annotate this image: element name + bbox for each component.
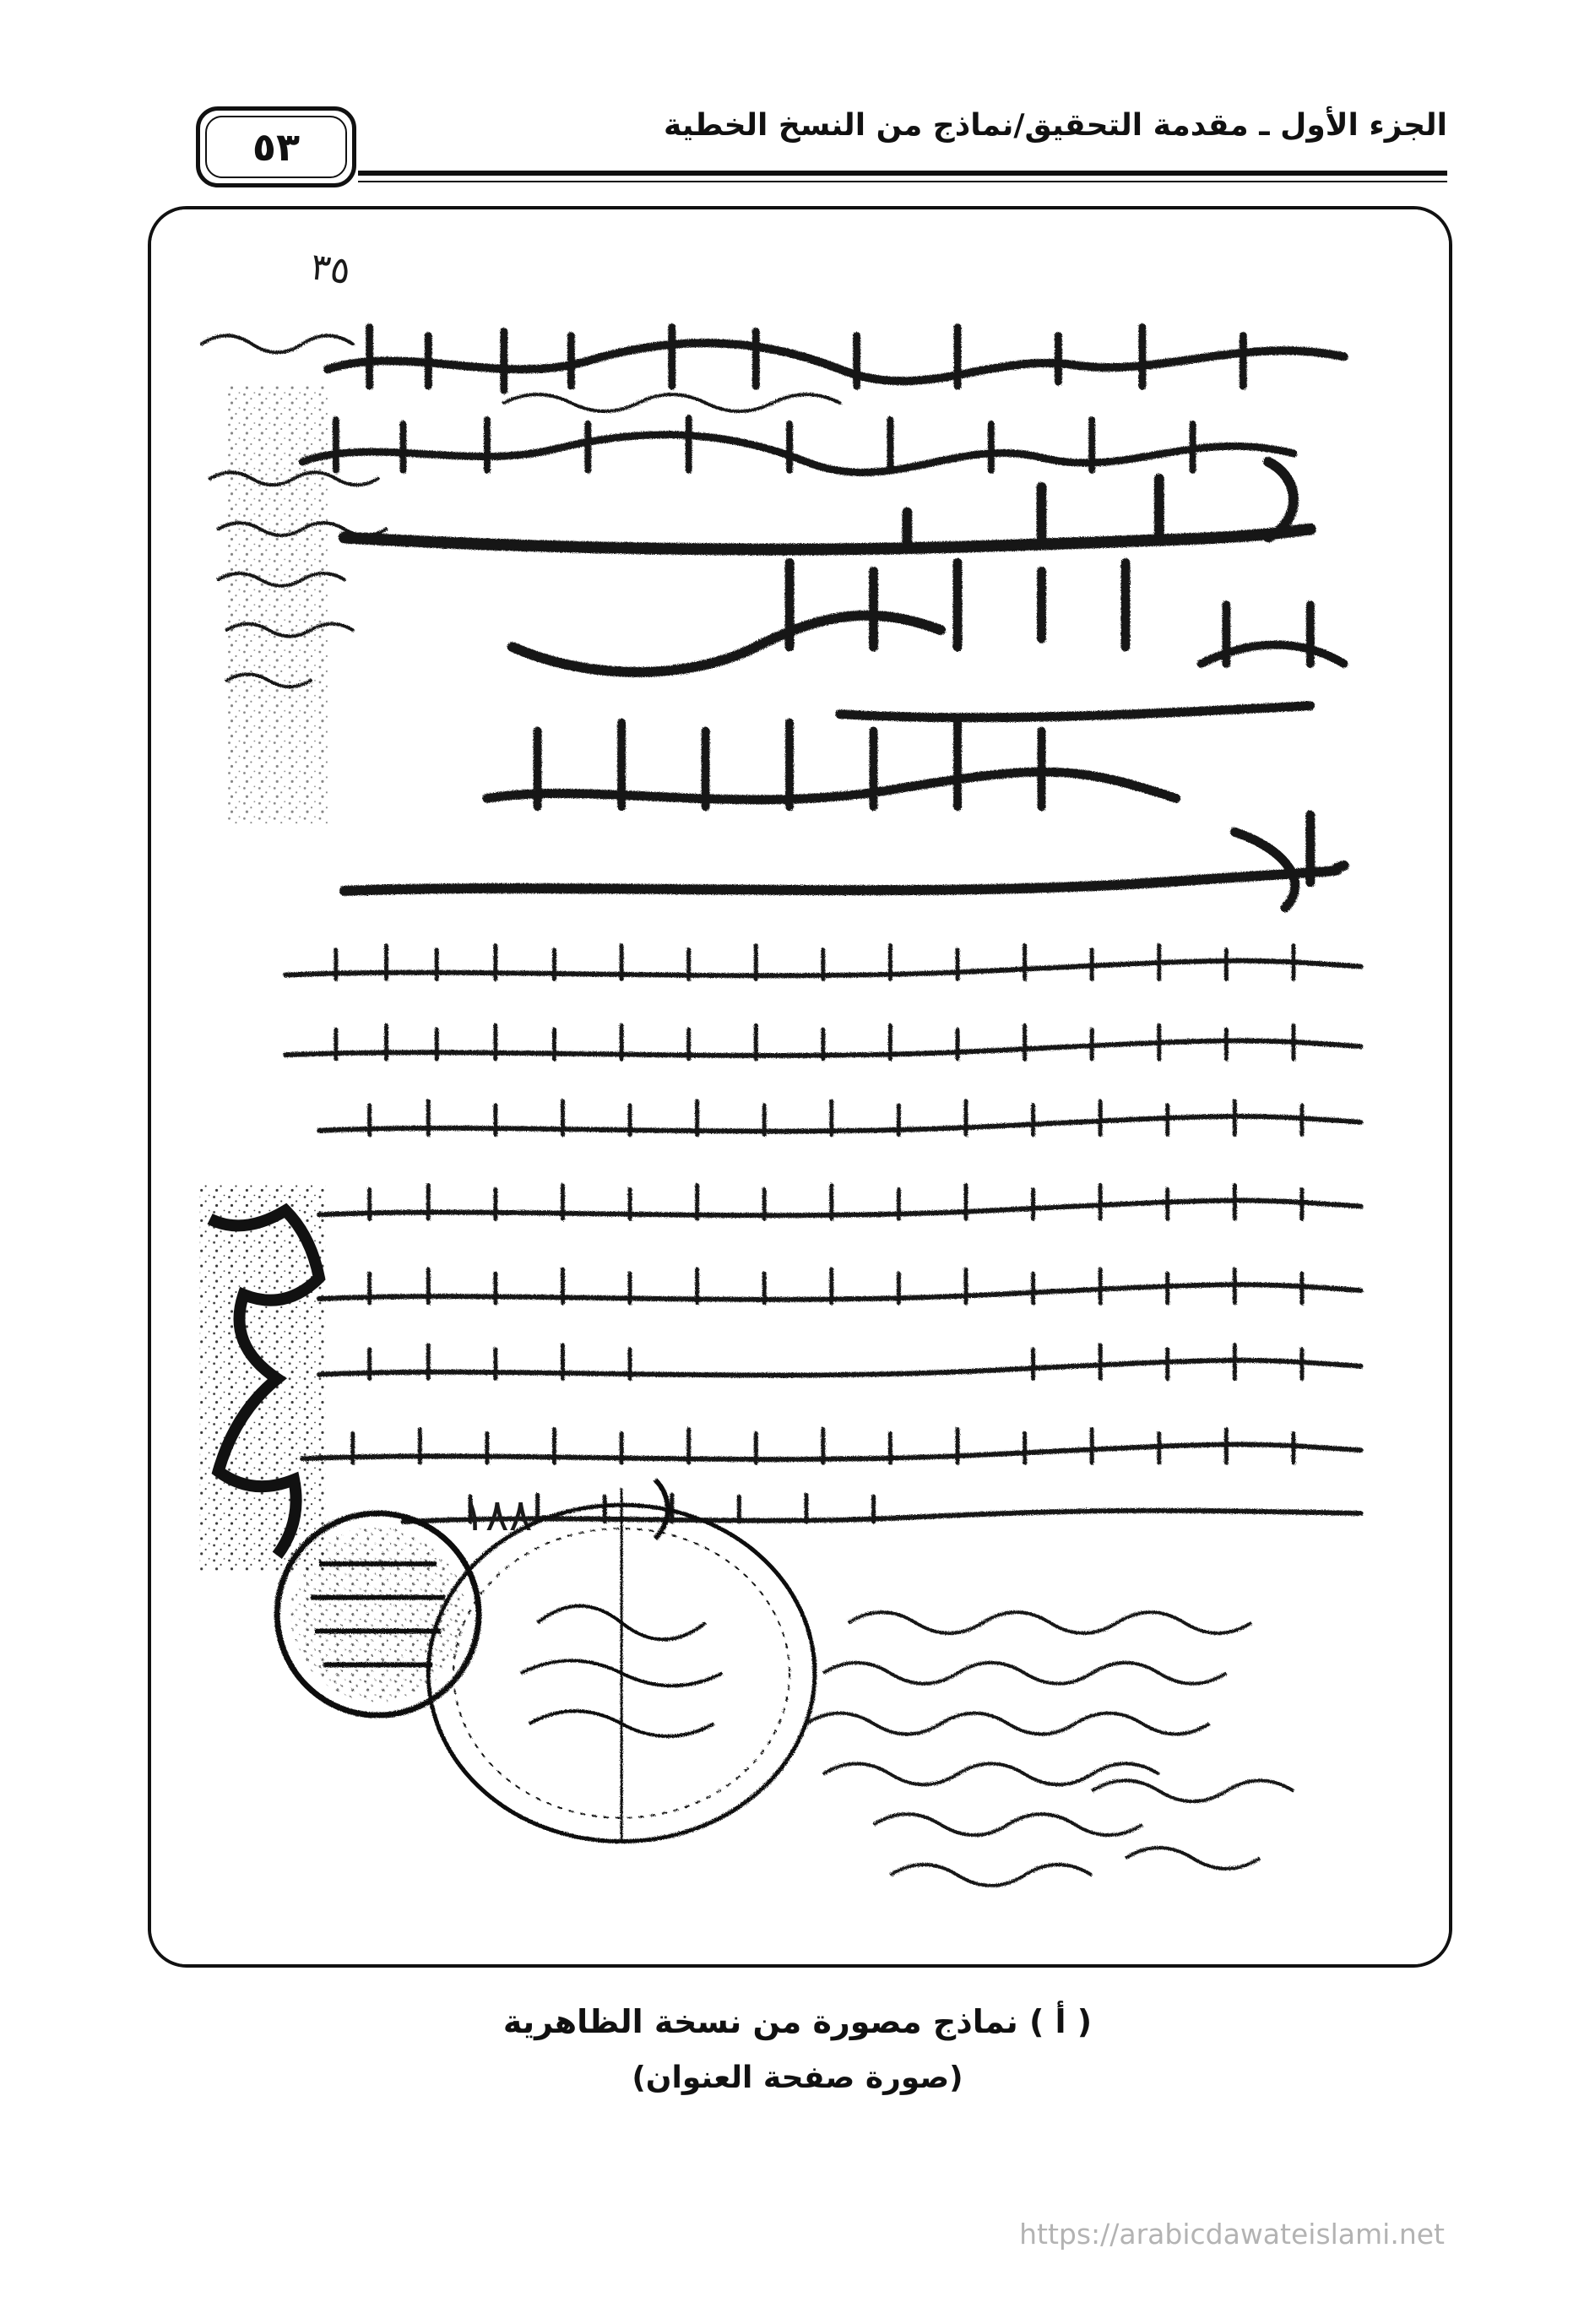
header-rule-thick [358,171,1447,176]
figure-caption-subtitle: (صورة صفحة العنوان) [632,2061,963,2095]
header-rule-thin [358,181,1447,182]
page-number: ٥٣ [252,124,301,170]
running-header-title: الجزء الأول ـ مقدمة التحقيق/نماذج من النسخ الخطية [663,108,1447,143]
stamp-number: ١٨٨٠ [462,1490,556,1541]
manuscript-facsimile-image [151,209,1449,1964]
manuscript-image-frame [148,206,1452,1968]
source-watermark: https://arabicdawateislami.net [1019,2218,1445,2251]
folio-number: ٣٥ [307,245,354,294]
figure-caption-title: ( أ ) نماذج مصورة من نسخة الظاهرية [502,2003,1093,2040]
seal-left [277,1513,479,1715]
page-number-badge [196,106,356,187]
